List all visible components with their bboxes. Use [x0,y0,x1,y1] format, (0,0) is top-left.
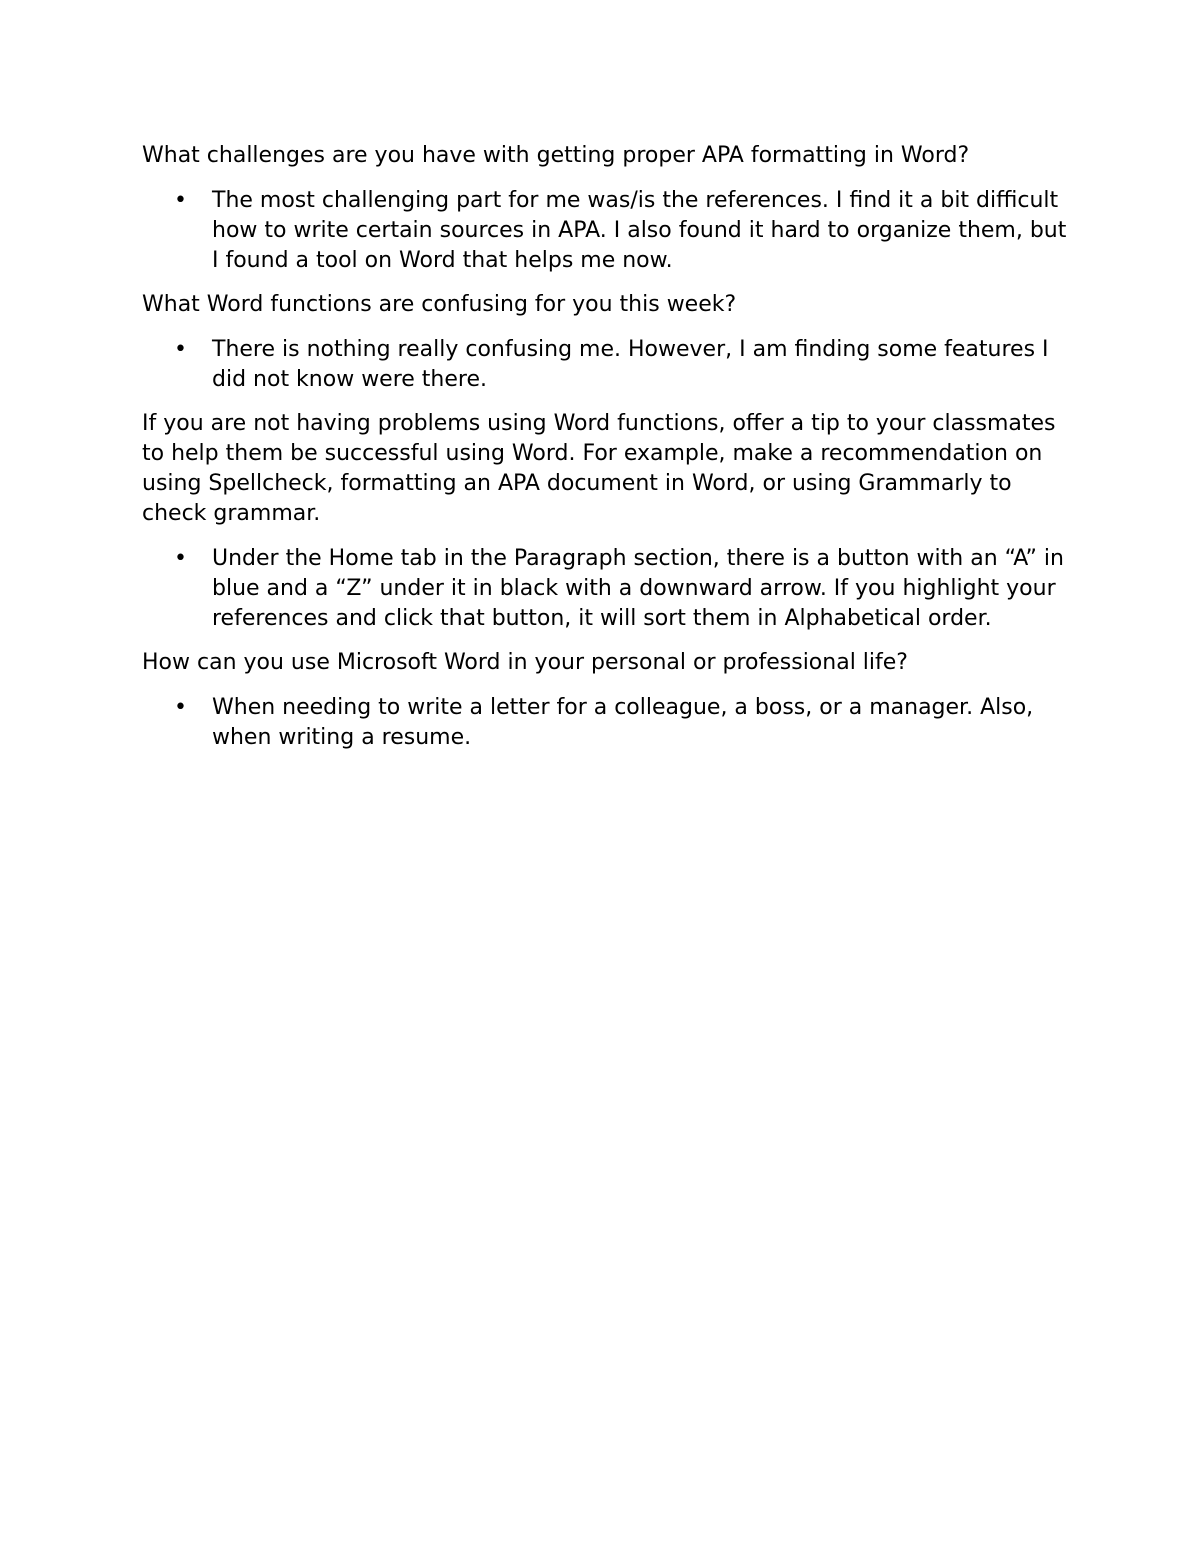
question-3: If you are not having problems using Word functions, offer a tip to your classmates to help them be successful using Word. For example, make a recommendation on using Spellcheck, formatting an APA document in Word, or using Grammarly to check grammar. [142,411,1056,526]
bullet-icon: • [174,546,187,571]
answer-list-2 [142,335,1067,395]
answer-list-4 [142,693,1067,753]
answer-1-text: The most challenging part for me was/is the references. I find it a bit difficult how to write certain sources in APA. I also found it hard to organize them, but I found a tool on Word that helps me now. [212,188,1067,273]
question-2: What Word functions are confusing for you this week? [142,292,737,317]
answer-list-1 [142,186,1067,276]
question-1: What challenges are you have with getting proper APA formatting in Word? [142,143,970,168]
answer-2 [142,335,1067,395]
answer-4-text: When needing to write a letter for a colleague, a boss, or a manager. Also, when writing a resume. [212,695,1034,750]
answer-2-text: There is nothing really confusing me. However, I am finding some features I did not know were there. [212,337,1049,392]
question-4: How can you use Microsoft Word in your personal or professional life? [142,650,908,675]
answer-4 [142,693,1067,753]
document-body [142,141,1067,767]
answer-1 [142,186,1067,276]
bullet-icon: • [174,695,187,720]
bullet-icon: • [174,188,187,213]
answer-list-3 [142,544,1067,634]
answer-3-text: Under the Home tab in the Paragraph section, there is a button with an “A” in blue and a “Z” under it in black with a downward arrow. If you highlight your references and click that button, it will sort them in Alphabetical order. [212,546,1064,631]
bullet-icon: • [174,337,187,362]
answer-3 [142,544,1067,634]
